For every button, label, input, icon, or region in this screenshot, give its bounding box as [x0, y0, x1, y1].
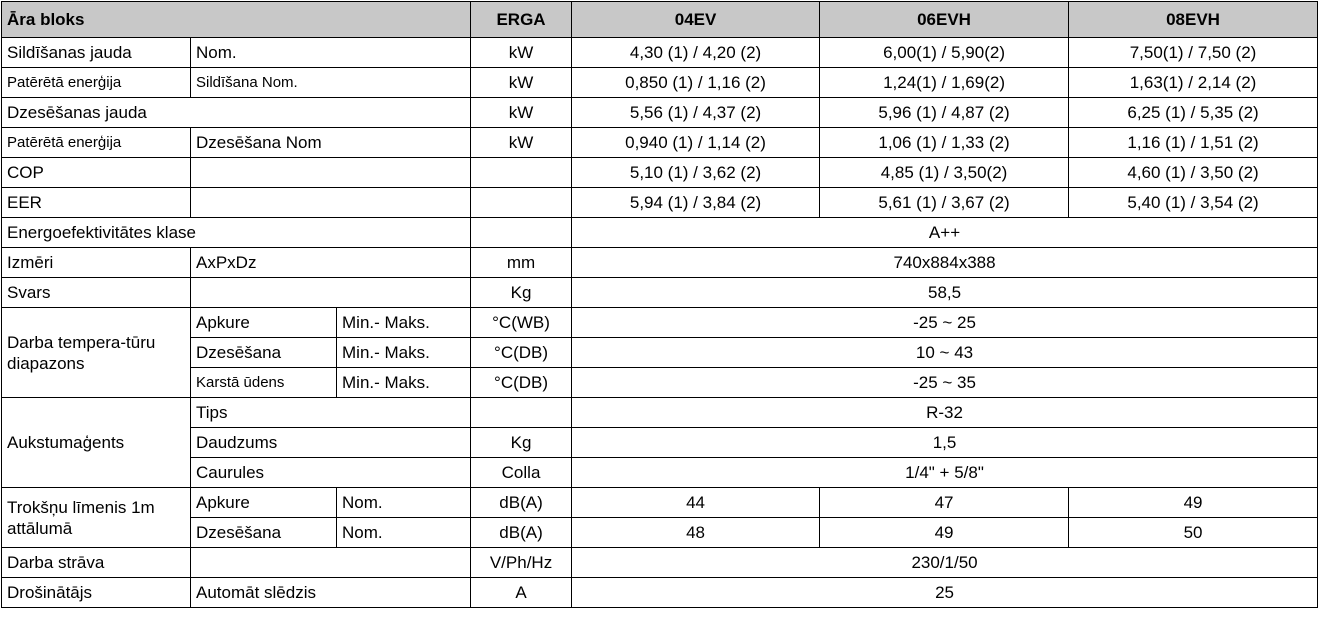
value-06evh: 47 — [820, 488, 1069, 518]
value-08evh: 50 — [1069, 518, 1318, 548]
value-04ev: 5,10 (1) / 3,62 (2) — [572, 158, 820, 188]
row-range: Min.- Maks. — [337, 368, 471, 398]
row-unit: Kg — [471, 428, 572, 458]
row-sublabel: Nom. — [191, 38, 471, 68]
row-unit: °C(DB) — [471, 338, 572, 368]
value-04ev: 5,56 (1) / 4,37 (2) — [572, 98, 820, 128]
row-mode: Apkure — [191, 488, 337, 518]
row-sublabel: Sildīšana Nom. — [191, 68, 471, 98]
value-all-models: 58,5 — [572, 278, 1318, 308]
value-all-models: 1/4" + 5/8" — [572, 458, 1318, 488]
value-06evh: 5,61 (1) / 3,67 (2) — [820, 188, 1069, 218]
value-all-models: A++ — [572, 218, 1318, 248]
row-range: Min.- Maks. — [337, 308, 471, 338]
row-label: Darba strāva — [2, 548, 191, 578]
row-unit: kW — [471, 38, 572, 68]
empty-cell — [191, 278, 471, 308]
value-06evh: 1,06 (1) / 1,33 (2) — [820, 128, 1069, 158]
value-08evh: 4,60 (1) / 3,50 (2) — [1069, 158, 1318, 188]
row-unit: mm — [471, 248, 572, 278]
value-08evh: 49 — [1069, 488, 1318, 518]
row-label: Darba tempera-tūru diapazons — [2, 308, 191, 398]
table-row-cop — [2, 158, 1318, 188]
table-row-dimensions — [2, 248, 1318, 278]
value-04ev: 4,30 (1) / 4,20 (2) — [572, 38, 820, 68]
value-08evh: 1,63(1) / 2,14 (2) — [1069, 68, 1318, 98]
table-row-noise-cooling — [2, 518, 1318, 548]
row-range: Min.- Maks. — [337, 338, 471, 368]
value-06evh: 4,85 (1) / 3,50(2) — [820, 158, 1069, 188]
value-06evh: 6,00(1) / 5,90(2) — [820, 38, 1069, 68]
row-unit: kW — [471, 98, 572, 128]
row-label: COP — [2, 158, 191, 188]
value-all-models: 25 — [572, 578, 1318, 608]
row-label: Drošinātājs — [2, 578, 191, 608]
row-sublabel: Caurules — [191, 458, 471, 488]
model-header-06evh: 06EVH — [820, 2, 1069, 38]
row-label: Dzesēšanas jauda — [2, 98, 471, 128]
table-title: Āra bloks — [2, 2, 471, 38]
empty-cell — [191, 158, 471, 188]
value-all-models: 10 ~ 43 — [572, 338, 1318, 368]
table-row-temp-heating — [2, 308, 1318, 338]
table-row-power-input-heating — [2, 68, 1318, 98]
row-label: Izmēri — [2, 248, 191, 278]
row-sublabel: Nom. — [337, 518, 471, 548]
value-all-models: -25 ~ 25 — [572, 308, 1318, 338]
value-all-models: -25 ~ 35 — [572, 368, 1318, 398]
table-row-weight — [2, 278, 1318, 308]
row-unit: Colla — [471, 458, 572, 488]
row-label: Energoefektivitātes klase — [2, 218, 471, 248]
table-row-temp-cooling — [2, 338, 1318, 368]
value-08evh: 7,50(1) / 7,50 (2) — [1069, 38, 1318, 68]
table-row-refrigerant-type — [2, 398, 1318, 428]
row-mode: Dzesēšana — [191, 518, 337, 548]
value-04ev: 48 — [572, 518, 820, 548]
value-08evh: 1,16 (1) / 1,51 (2) — [1069, 128, 1318, 158]
row-unit: kW — [471, 128, 572, 158]
value-08evh: 6,25 (1) / 5,35 (2) — [1069, 98, 1318, 128]
value-04ev: 0,940 (1) / 1,14 (2) — [572, 128, 820, 158]
row-unit: Kg — [471, 278, 572, 308]
row-sublabel: AxPxDz — [191, 248, 471, 278]
row-sublabel: Dzesēšana Nom — [191, 128, 471, 158]
table-row-temp-hot-water — [2, 368, 1318, 398]
row-sublabel: Tips — [191, 398, 471, 428]
value-04ev: 5,94 (1) / 3,84 (2) — [572, 188, 820, 218]
table-row-refrigerant-amount — [2, 428, 1318, 458]
row-label: Aukstumaģents — [2, 398, 191, 488]
value-all-models: 230/1/50 — [572, 548, 1318, 578]
header-row — [2, 2, 1318, 38]
row-label: Svars — [2, 278, 191, 308]
unit-column-header: ERGA — [471, 2, 572, 38]
row-sublabel: Automāt slēdzis — [191, 578, 471, 608]
row-unit: dB(A) — [471, 518, 572, 548]
row-label: Sildīšanas jauda — [2, 38, 191, 68]
row-sublabel: Daudzums — [191, 428, 471, 458]
row-mode: Apkure — [191, 308, 337, 338]
model-header-04ev: 04EV — [572, 2, 820, 38]
table-row-power-input-cooling — [2, 128, 1318, 158]
value-all-models: R-32 — [572, 398, 1318, 428]
row-unit: A — [471, 578, 572, 608]
row-label: Patērētā enerģija — [2, 68, 191, 98]
empty-cell — [471, 158, 572, 188]
empty-cell — [471, 218, 572, 248]
value-all-models: 740x884x388 — [572, 248, 1318, 278]
value-08evh: 5,40 (1) / 3,54 (2) — [1069, 188, 1318, 218]
table-row-current — [2, 548, 1318, 578]
row-sublabel: Nom. — [337, 488, 471, 518]
row-unit — [471, 398, 572, 428]
value-06evh: 49 — [820, 518, 1069, 548]
row-mode: Karstā ūdens — [191, 368, 337, 398]
table-row-noise-heating — [2, 488, 1318, 518]
table-row-cooling-capacity — [2, 98, 1318, 128]
empty-cell — [191, 188, 471, 218]
outdoor-unit-spec-table — [1, 1, 1318, 608]
row-unit: °C(DB) — [471, 368, 572, 398]
empty-cell — [471, 188, 572, 218]
value-all-models: 1,5 — [572, 428, 1318, 458]
row-unit: kW — [471, 68, 572, 98]
row-mode: Dzesēšana — [191, 338, 337, 368]
row-label: EER — [2, 188, 191, 218]
row-label: Trokšņu līmenis 1m attālumā — [2, 488, 191, 548]
model-header-08evh: 08EVH — [1069, 2, 1318, 38]
table-row-refrigerant-pipes — [2, 458, 1318, 488]
table-row-energy-class — [2, 218, 1318, 248]
empty-cell — [191, 548, 471, 578]
row-unit: dB(A) — [471, 488, 572, 518]
table-row-fuse — [2, 578, 1318, 608]
value-04ev: 0,850 (1) / 1,16 (2) — [572, 68, 820, 98]
value-04ev: 44 — [572, 488, 820, 518]
row-label: Patērētā enerģija — [2, 128, 191, 158]
table-row-heating-capacity — [2, 38, 1318, 68]
value-06evh: 5,96 (1) / 4,87 (2) — [820, 98, 1069, 128]
row-unit: V/Ph/Hz — [471, 548, 572, 578]
table-row-eer — [2, 188, 1318, 218]
row-unit: °C(WB) — [471, 308, 572, 338]
value-06evh: 1,24(1) / 1,69(2) — [820, 68, 1069, 98]
